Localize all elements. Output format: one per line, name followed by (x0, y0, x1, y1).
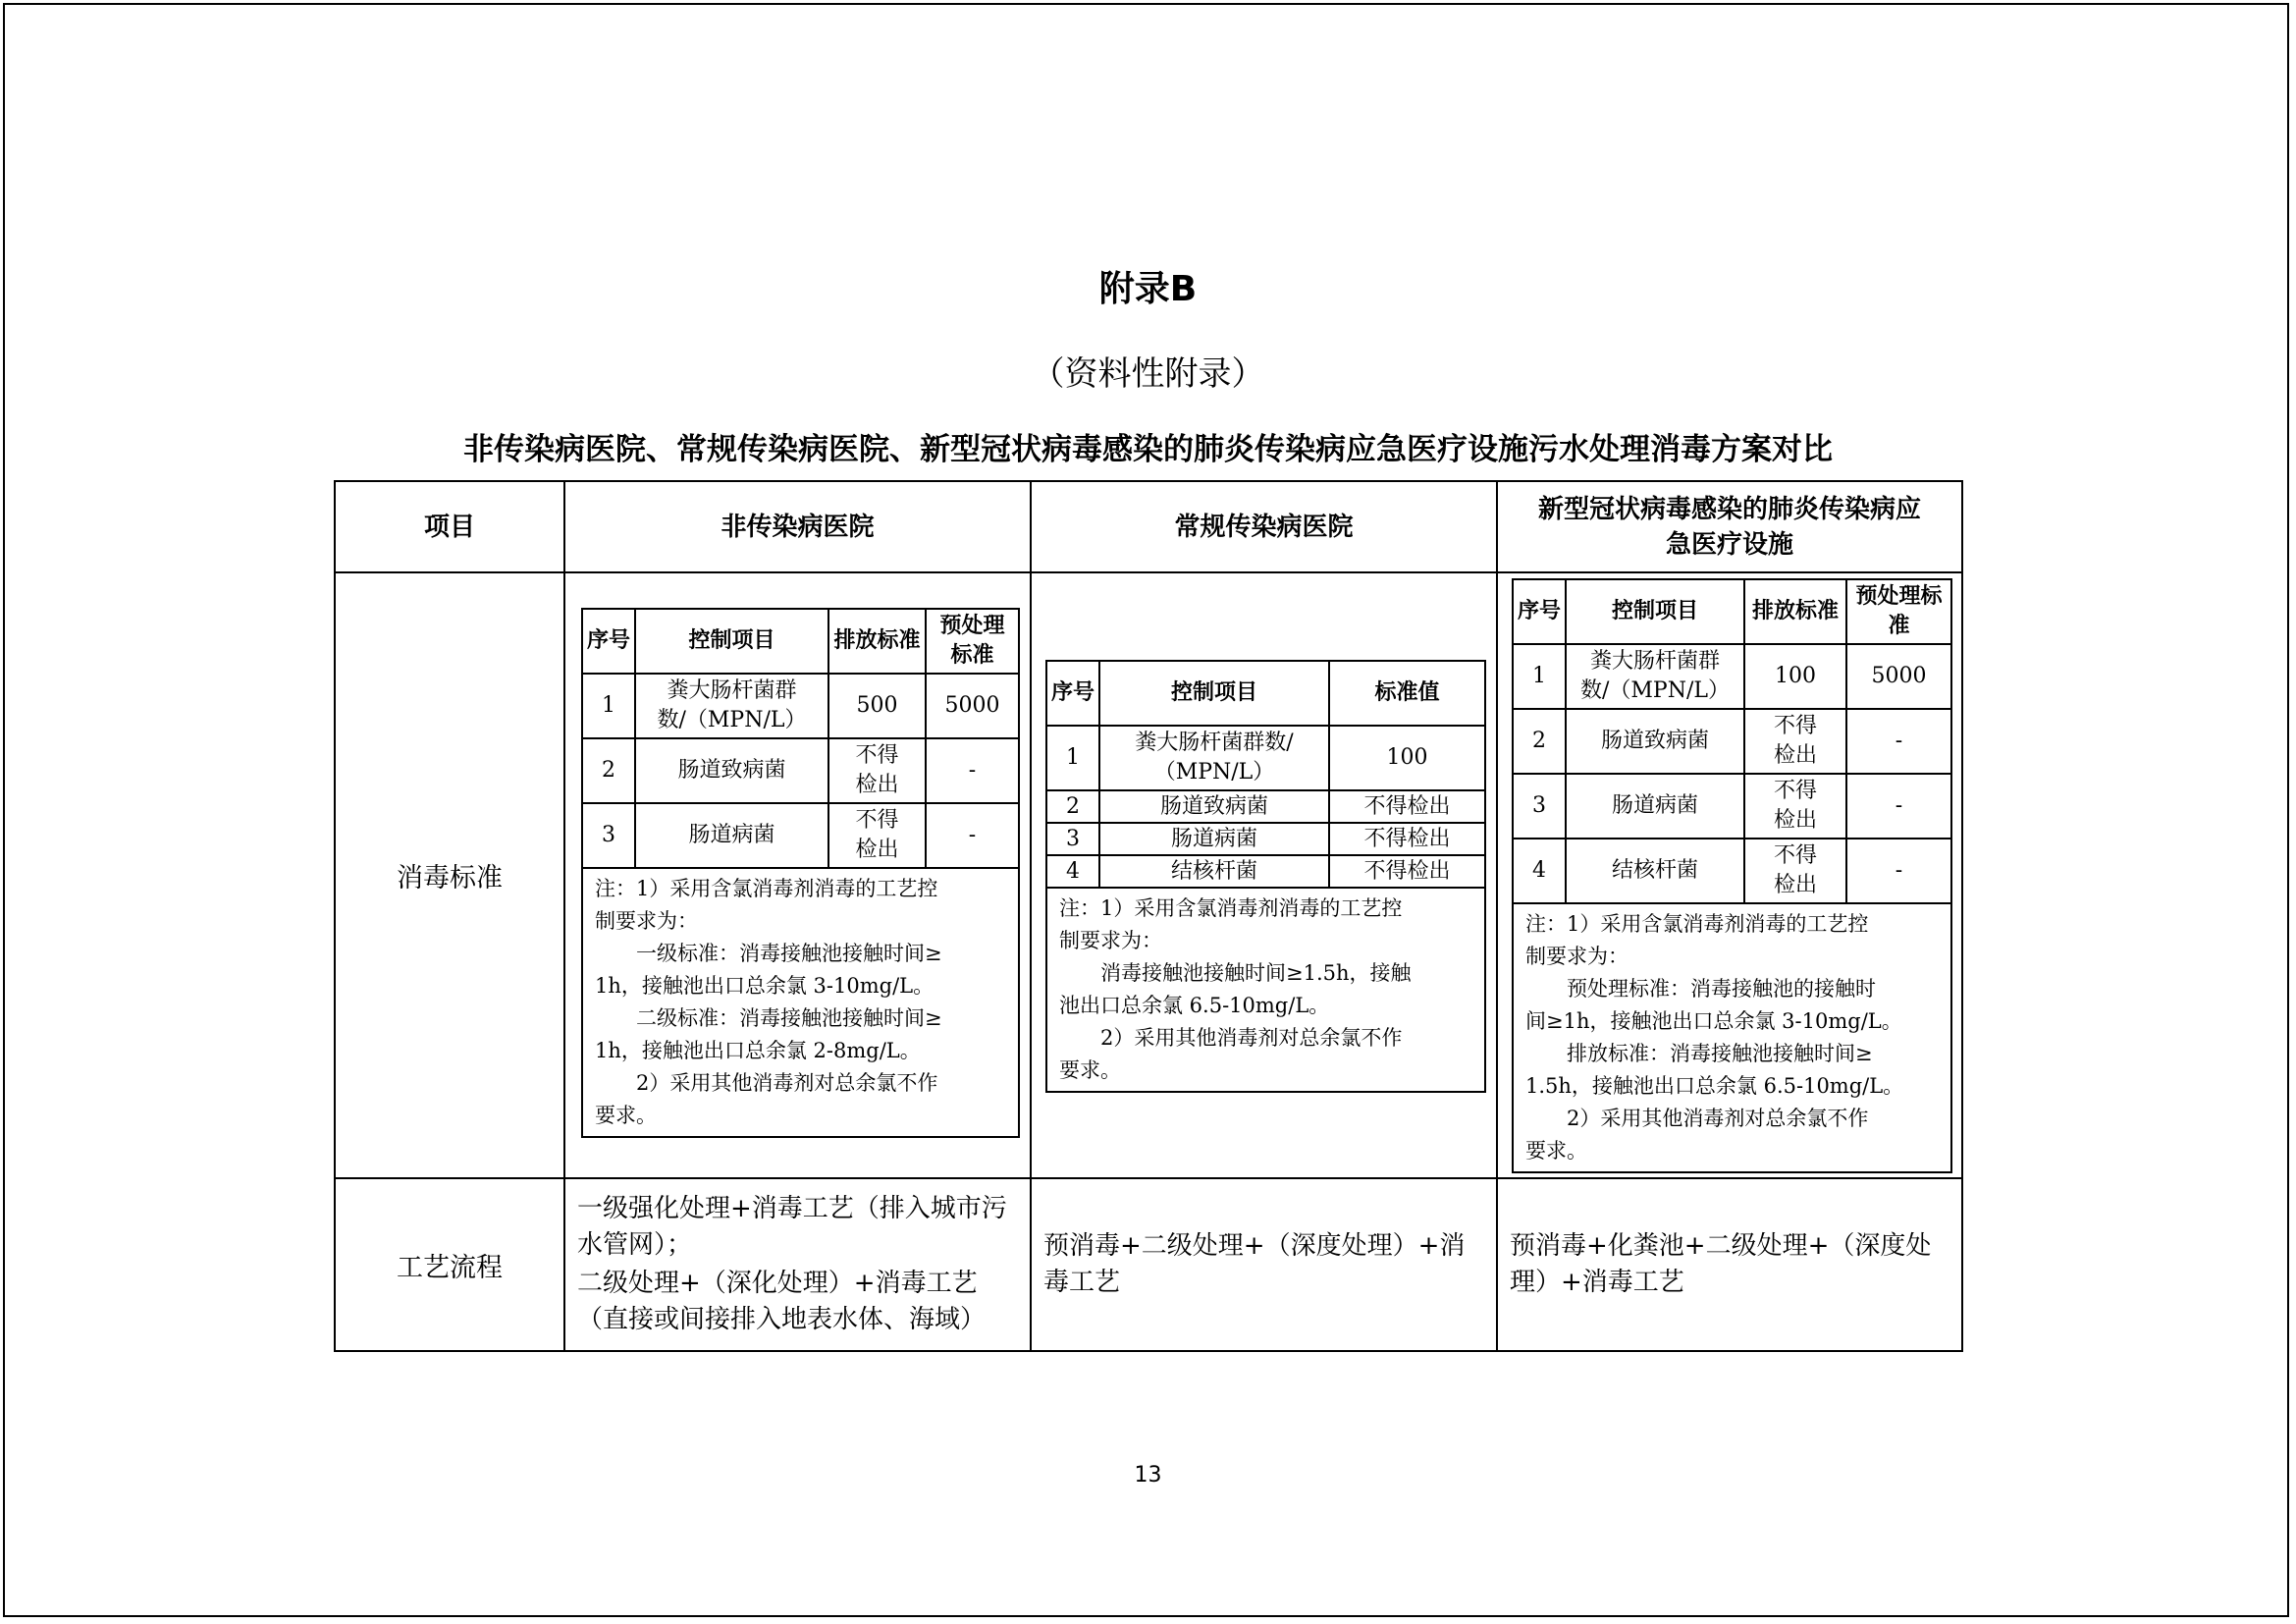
process-non-infectious (564, 1178, 1031, 1351)
table-row (1046, 790, 1485, 823)
discharge-cell (828, 803, 926, 868)
discharge-line: 不得 (1773, 714, 1817, 738)
item-line: 数/（MPN/L） (1579, 678, 1730, 703)
cell-covid-standard (1497, 572, 1962, 1178)
process-covid-facility: 预消毒+化粪池+二级处理+（深度处理）+消毒工艺 (1497, 1178, 1962, 1351)
note-regular-infectious (1046, 888, 1485, 1092)
discharge-line: 检出 (855, 838, 899, 862)
discharge-line: 检出 (1773, 808, 1817, 833)
row-label-disinfection: 消毒标准 (335, 572, 564, 1178)
cell-non-infectious-standard (564, 572, 1031, 1178)
item-line: 粪大肠杆菌群 (1589, 649, 1720, 674)
item-cell: 结核杆菌 (1099, 855, 1329, 888)
item-cell: 肠道致病菌 (1099, 790, 1329, 823)
sub-header-discharge: 排放标准 (1744, 579, 1846, 644)
item-cell: 肠道致病菌 (635, 738, 828, 803)
item-cell: 结核杆菌 (1566, 839, 1744, 903)
note-line: 注：1）采用含氯消毒剂消毒的工艺控 (1525, 912, 1869, 936)
discharge-cell (1744, 774, 1846, 839)
header-item: 项目 (335, 481, 564, 572)
note-line: 消毒接触池接触时间≥1.5h，接触 (1100, 961, 1412, 985)
item-cell: 肠道病菌 (1566, 774, 1744, 839)
seq-cell: 1 (582, 674, 635, 738)
note-line: 间≥1h，接触池出口总余氯 3-10mg/L。 (1525, 1009, 1902, 1033)
note-line: 2）采用其他消毒剂对总余氯不作 (1100, 1026, 1403, 1050)
table-title: 非传染病医院、常规传染病医院、新型冠状病毒感染的肺炎传染病应急医疗设施污水处理消毒方案对比 (463, 432, 1833, 467)
discharge-line: 检出 (1773, 743, 1817, 768)
item-cell (1099, 726, 1329, 790)
process-regular-infectious: 预消毒+二级处理+（深度处理）+消毒工艺 (1031, 1178, 1497, 1351)
subtable-covid-facility (1512, 578, 1952, 1173)
note-non-infectious (582, 868, 1019, 1137)
page-number: 13 (1134, 1463, 1162, 1488)
discharge-cell (1744, 839, 1846, 903)
standard-cell: 100 (1329, 726, 1485, 790)
seq-cell: 2 (582, 738, 635, 803)
seq-cell: 1 (1046, 726, 1099, 790)
subtable-non-infectious (581, 608, 1020, 1138)
note-line: 制要求为： (1059, 929, 1162, 952)
note-line: 二级标准：消毒接触池接触时间≥ (636, 1006, 942, 1030)
note-line: 1.5h，接触池出口总余氯 6.5-10mg/L。 (1525, 1074, 1904, 1098)
table-row (1513, 709, 1951, 774)
note-line: 要求。 (1525, 1139, 1587, 1163)
table-row (1046, 726, 1485, 790)
header-non-infectious: 非传染病医院 (564, 481, 1031, 572)
item-line: 粪大肠杆菌群数/ (1135, 731, 1294, 755)
seq-cell: 3 (1513, 774, 1566, 839)
seq-cell: 3 (1046, 823, 1099, 855)
header-covid-facility (1497, 481, 1962, 572)
appendix-title: 附录B (1098, 269, 1198, 309)
note-line: 制要求为： (1525, 945, 1629, 968)
standard-cell: 不得检出 (1329, 823, 1485, 855)
discharge-cell: 500 (828, 674, 926, 738)
pretreat-cell: - (1846, 774, 1951, 839)
item-line: （MPN/L） (1153, 760, 1275, 785)
cell-regular-infectious-standard (1031, 572, 1497, 1178)
sub-header-seq: 序号 (582, 609, 635, 674)
table-row (1513, 644, 1951, 709)
item-line: 粪大肠杆菌群 (667, 678, 797, 703)
sub-header-discharge: 排放标准 (828, 609, 926, 674)
process-step: 一级强化处理+消毒工艺（排入城市污水管网）； (577, 1194, 1007, 1260)
sub-header-seq: 序号 (1513, 579, 1566, 644)
sub-header-standard: 标准值 (1329, 661, 1485, 726)
discharge-line: 不得 (1773, 779, 1817, 803)
note-line: 2）采用其他消毒剂对总余氯不作 (1567, 1107, 1869, 1130)
standard-cell: 不得检出 (1329, 855, 1485, 888)
table-row (582, 674, 1019, 738)
discharge-line: 不得 (855, 808, 899, 833)
seq-cell: 4 (1513, 839, 1566, 903)
subtable-regular-infectious (1045, 660, 1486, 1093)
pretreat-cell: 5000 (1846, 644, 1951, 709)
seq-cell: 4 (1046, 855, 1099, 888)
header-covid-line1: 新型冠状病毒感染的肺炎传染病应 (1537, 494, 1921, 524)
discharge-cell (1744, 709, 1846, 774)
discharge-cell: 100 (1744, 644, 1846, 709)
note-line: 预处理标准：消毒接触池的接触时 (1567, 977, 1876, 1001)
disinfection-row (335, 572, 1962, 1178)
comparison-table (334, 480, 1963, 1352)
item-cell: 肠道病菌 (1099, 823, 1329, 855)
note-line: 1h，接触池出口总余氯 2-8mg/L。 (595, 1039, 921, 1062)
pretreat-cell: - (926, 738, 1019, 803)
item-cell (635, 674, 828, 738)
note-line: 要求。 (595, 1104, 657, 1127)
discharge-line: 检出 (1773, 873, 1817, 897)
sub-header-item: 控制项目 (1099, 661, 1329, 726)
table-header-row (335, 481, 1962, 572)
note-line: 1h，接触池出口总余氯 3-10mg/L。 (595, 974, 934, 998)
row-label-process: 工艺流程 (335, 1178, 564, 1351)
pretreat-cell: 5000 (926, 674, 1019, 738)
seq-cell: 2 (1046, 790, 1099, 823)
process-row (335, 1178, 1962, 1351)
note-line: 制要求为： (595, 909, 698, 933)
note-line: 排放标准：消毒接触池接触时间≥ (1567, 1042, 1873, 1065)
note-line: 2）采用其他消毒剂对总余氯不作 (636, 1071, 938, 1095)
sub-header-item: 控制项目 (635, 609, 828, 674)
sub-header-pretreat: 预处理标准 (1846, 579, 1951, 644)
table-row (1046, 823, 1485, 855)
item-cell (1566, 644, 1744, 709)
item-line: 数/（MPN/L） (657, 708, 807, 732)
discharge-line: 不得 (1773, 843, 1817, 868)
sub-header-item: 控制项目 (1566, 579, 1744, 644)
seq-cell: 1 (1513, 644, 1566, 709)
header-covid-line2: 急医疗设施 (1665, 529, 1793, 560)
sub-header-seq: 序号 (1046, 661, 1099, 726)
note-line: 注：1）采用含氯消毒剂消毒的工艺控 (1059, 896, 1403, 920)
standard-cell: 不得检出 (1329, 790, 1485, 823)
table-row (1046, 855, 1485, 888)
table-row (1513, 839, 1951, 903)
pretreat-cell: - (1846, 709, 1951, 774)
note-line: 池出口总余氯 6.5-10mg/L。 (1059, 994, 1330, 1017)
table-row (1513, 774, 1951, 839)
note-line: 要求。 (1059, 1058, 1121, 1082)
pretreat-cell: - (1846, 839, 1951, 903)
seq-cell: 3 (582, 803, 635, 868)
discharge-line: 不得 (855, 743, 899, 768)
item-cell: 肠道病菌 (635, 803, 828, 868)
table-row (582, 803, 1019, 868)
pretreat-cell: - (926, 803, 1019, 868)
header-regular-infectious: 常规传染病医院 (1031, 481, 1497, 572)
process-step: 二级处理+（深化处理）+消毒工艺（直接或间接排入地表水体、海域） (577, 1269, 987, 1334)
sub-header-pretreat: 预处理标准 (926, 609, 1019, 674)
seq-cell: 2 (1513, 709, 1566, 774)
appendix-subtitle: （资料性附录） (1031, 354, 1265, 394)
note-line: 一级标准：消毒接触池接触时间≥ (636, 942, 942, 965)
table-row (582, 738, 1019, 803)
note-line: 注：1）采用含氯消毒剂消毒的工艺控 (595, 877, 938, 900)
discharge-cell (828, 738, 926, 803)
discharge-line: 检出 (855, 773, 899, 797)
note-covid-facility (1513, 903, 1951, 1172)
item-cell: 肠道致病菌 (1566, 709, 1744, 774)
